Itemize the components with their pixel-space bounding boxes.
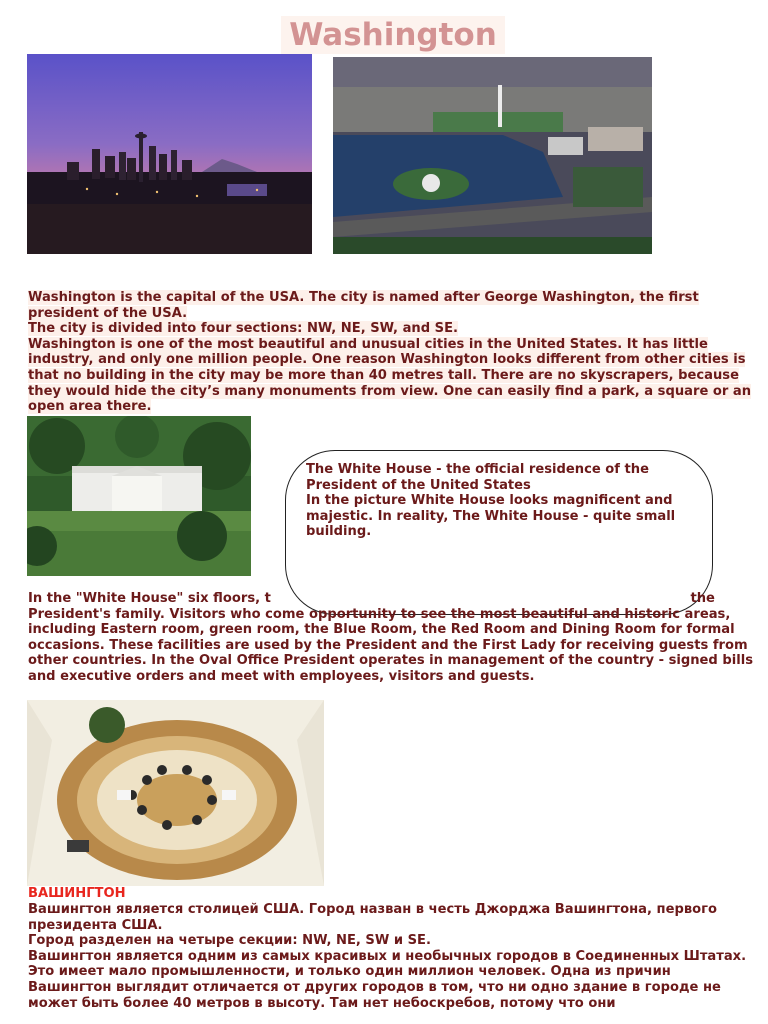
seattle-skyline-photo bbox=[27, 54, 312, 254]
russian-text bbox=[28, 902, 758, 1011]
white-house-text-rest: opportunity to see the most beautiful and historic areas, including Eastern room, green room, the Blue Room, the Red Room and Dining Room for formal occasions. These facilities are used by the President and the First Lady for receiving guests from other countries. In the Oval Office President operates in management of the country - signed bills and executive orders and meet with employees, visitors and guests. bbox=[28, 606, 753, 684]
russian-paragraph-2: Город разделен на четыре секции: NW, NE, SW и SE. bbox=[28, 933, 431, 949]
washington-aerial-photo bbox=[333, 57, 652, 254]
white-house-text bbox=[28, 591, 758, 685]
white-house-text-start: In the "White House" six floors, t bbox=[28, 591, 271, 606]
callout-paragraph-2: In the picture White House looks magnificent and majestic. In reality, The White House - quite small building. bbox=[306, 493, 676, 540]
callout-paragraph-1: The White House - the official residence of the President of the United States bbox=[306, 462, 650, 493]
oval-office-photo bbox=[27, 700, 324, 886]
page-title: Washington bbox=[281, 16, 505, 54]
intro-paragraph-3: Washington is one of the most beautiful and unusual cities in the United States. It has little industry, and only one million people. One reason Washington looks different from other cities is that no building in the city may be more than 40 metres tall. There are no skyscrapers, because they would hide the city’s many monuments from view. One can easily find a park, a square or an open area there. bbox=[28, 336, 752, 415]
callout-text bbox=[306, 462, 686, 540]
white-house-photo bbox=[27, 416, 251, 576]
russian-paragraph-1: Вашингтон является столицей США. Город назван в честь Джорджа Вашингтона, первого президента США. bbox=[28, 902, 717, 933]
russian-title: ВАШИНГТОН bbox=[28, 886, 126, 901]
intro-paragraph-1: Washington is the capital of the USA. The city is named after George Washington, the first president of the USA. bbox=[28, 290, 699, 321]
intro-paragraph-2: The city is divided into four sections: NW, NE, SW, and SE. bbox=[28, 321, 459, 337]
russian-paragraph-3: Вашингтон является одним из самых красивых и необычных городов в Соединенных Штатах. Это имеет мало промышленности, и только один миллион человек. Одна из причин Вашингтон выглядит отличается от других городов в том, что ни одно здание в городе не может быть более 40 метров в высоту. Там нет небоскребов, потому что они bbox=[28, 948, 747, 1011]
white-house-text-end: the President's family. Visitors who come bbox=[28, 591, 715, 622]
intro-text bbox=[28, 290, 758, 415]
